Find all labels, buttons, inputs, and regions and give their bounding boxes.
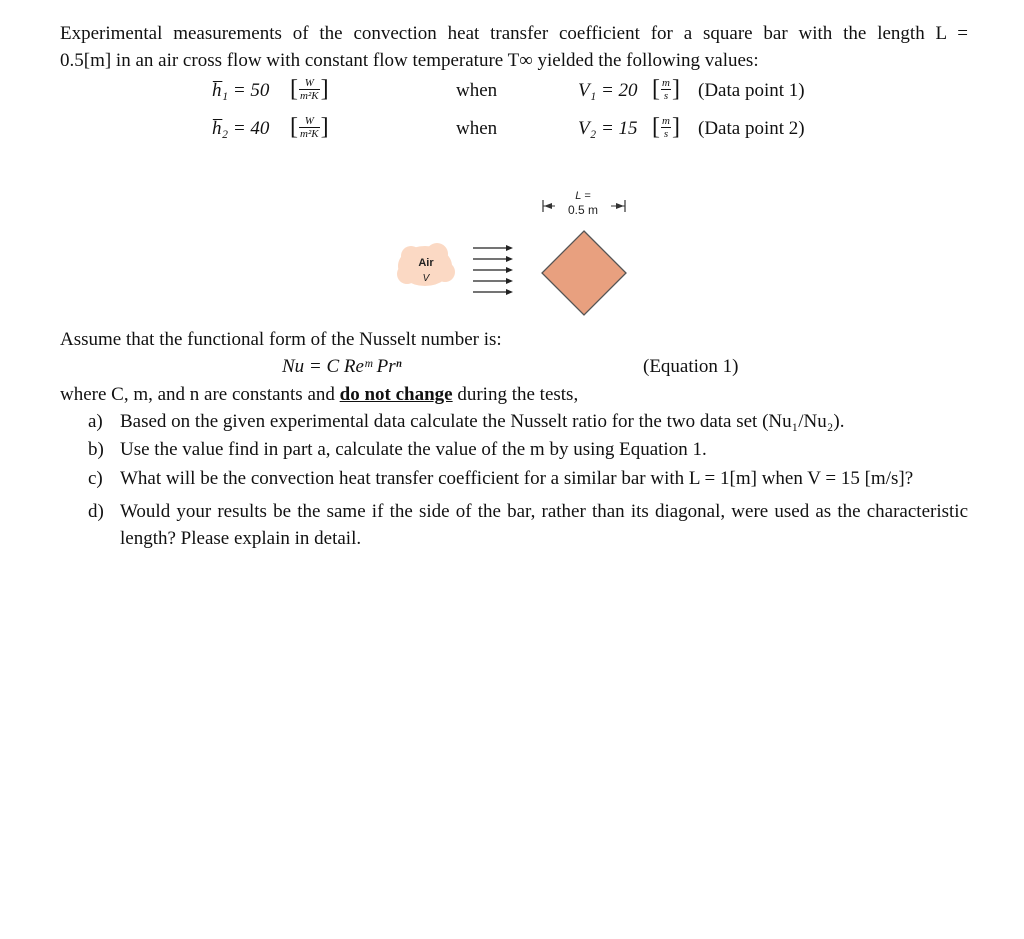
h2-value: h̅₂ = 40 <box>212 118 270 139</box>
nusselt-equation: Nu = C Reᵐ Prⁿ <box>282 356 402 377</box>
assume-text: Assume that the functional form of the Nusselt number is: <box>60 329 502 350</box>
air-label: Air <box>418 257 434 269</box>
question-c-text: What will be the convection heat transfer coefficient for a similar bar with L = 1[m] when V = 15 [m/s]? <box>120 468 914 489</box>
h2-unit: [ $\frac{W}{\text{m²K}}$ ] <box>290 114 329 140</box>
air-cloud <box>397 243 455 286</box>
equation-tag: (Equation 1) <box>643 356 739 377</box>
h2-unit-num: W <box>299 115 320 128</box>
intro-paragraph <box>60 20 968 74</box>
h1-unit-num: W <box>299 77 320 90</box>
question-d-text: Would your results be the same if the side of the bar, rather than its diagonal, were used as the characteristic length? Please explain in detail. <box>120 501 968 549</box>
v1-unit: [ $\frac{m}{s}$ ] <box>652 76 680 102</box>
where-text-emph: do not change <box>339 384 453 405</box>
flow-arrow-head-4 <box>506 278 513 284</box>
question-a <box>88 408 968 435</box>
cross-flow-figure <box>385 180 655 320</box>
v2-value: V₂ = 15 <box>578 118 638 139</box>
dimension-label-bottom: 0.5 m <box>567 203 599 217</box>
flow-arrow-head-3 <box>506 267 513 273</box>
question-b-text: Use the value find in part a, calculate the value of the m by using Equation 1. <box>120 439 707 460</box>
where-text-post: during the tests, <box>452 384 579 405</box>
question-c <box>88 465 968 492</box>
h1-unit-den: m²K <box>300 90 319 102</box>
intro-line-1: Experimental measurements of the convection heat transfer coefficient for a square bar with the length L = <box>60 23 968 44</box>
v1-unit-num: m <box>662 77 670 89</box>
question-d-label: d) <box>88 501 104 522</box>
intro-line-2: 0.5[m] in an air cross flow with constant flow temperature T∞ yielded the following values: <box>60 50 759 71</box>
flow-arrow-head-1 <box>506 245 513 251</box>
v1-unit-den: s <box>663 90 669 102</box>
v1-value: V₁ = 20 <box>578 80 638 101</box>
air-cloud-puff-3 <box>435 262 455 282</box>
h2-unit-den: m²K <box>300 128 319 140</box>
data-point-tag-2: (Data point 2) <box>698 118 805 139</box>
v2-unit: [ $\frac{m}{s}$ ] <box>652 114 680 140</box>
where-text-pre: where C, m, and n are constants and <box>60 384 340 405</box>
h1-value: h̅₁ = 50 <box>212 80 270 101</box>
flow-arrows <box>473 245 513 295</box>
dimension-arrow-left <box>544 203 552 209</box>
v2-unit-den: s <box>663 128 669 140</box>
flow-arrow-head-5 <box>506 289 513 295</box>
question-b <box>88 436 968 463</box>
data-point-tag-1: (Data point 1) <box>698 80 805 101</box>
question-b-label: b) <box>88 439 104 460</box>
square-bar <box>542 231 626 315</box>
question-d <box>88 498 968 552</box>
air-velocity-label: V <box>422 273 430 284</box>
figure-svg <box>385 180 655 320</box>
dimension-label-top: L = <box>575 190 591 202</box>
when-label-1: when <box>456 80 498 101</box>
h1-unit: [ $\frac{W}{\text{m²K}}$ ] <box>290 76 329 102</box>
air-cloud-puff-4 <box>397 264 417 284</box>
question-a-text: Based on the given experimental data calculate the Nusselt ratio for the two data set (Nu₁/Nu₂). <box>120 411 845 432</box>
data-point-row-2 <box>0 116 1024 152</box>
dimension-arrow-right <box>616 203 624 209</box>
when-label-2: when <box>456 118 498 139</box>
data-point-row-1 <box>0 78 1024 114</box>
v2-unit-num: m <box>662 115 670 127</box>
question-a-label: a) <box>88 411 103 432</box>
question-c-label: c) <box>88 468 103 489</box>
where-text <box>60 381 968 408</box>
flow-arrow-head-2 <box>506 256 513 262</box>
